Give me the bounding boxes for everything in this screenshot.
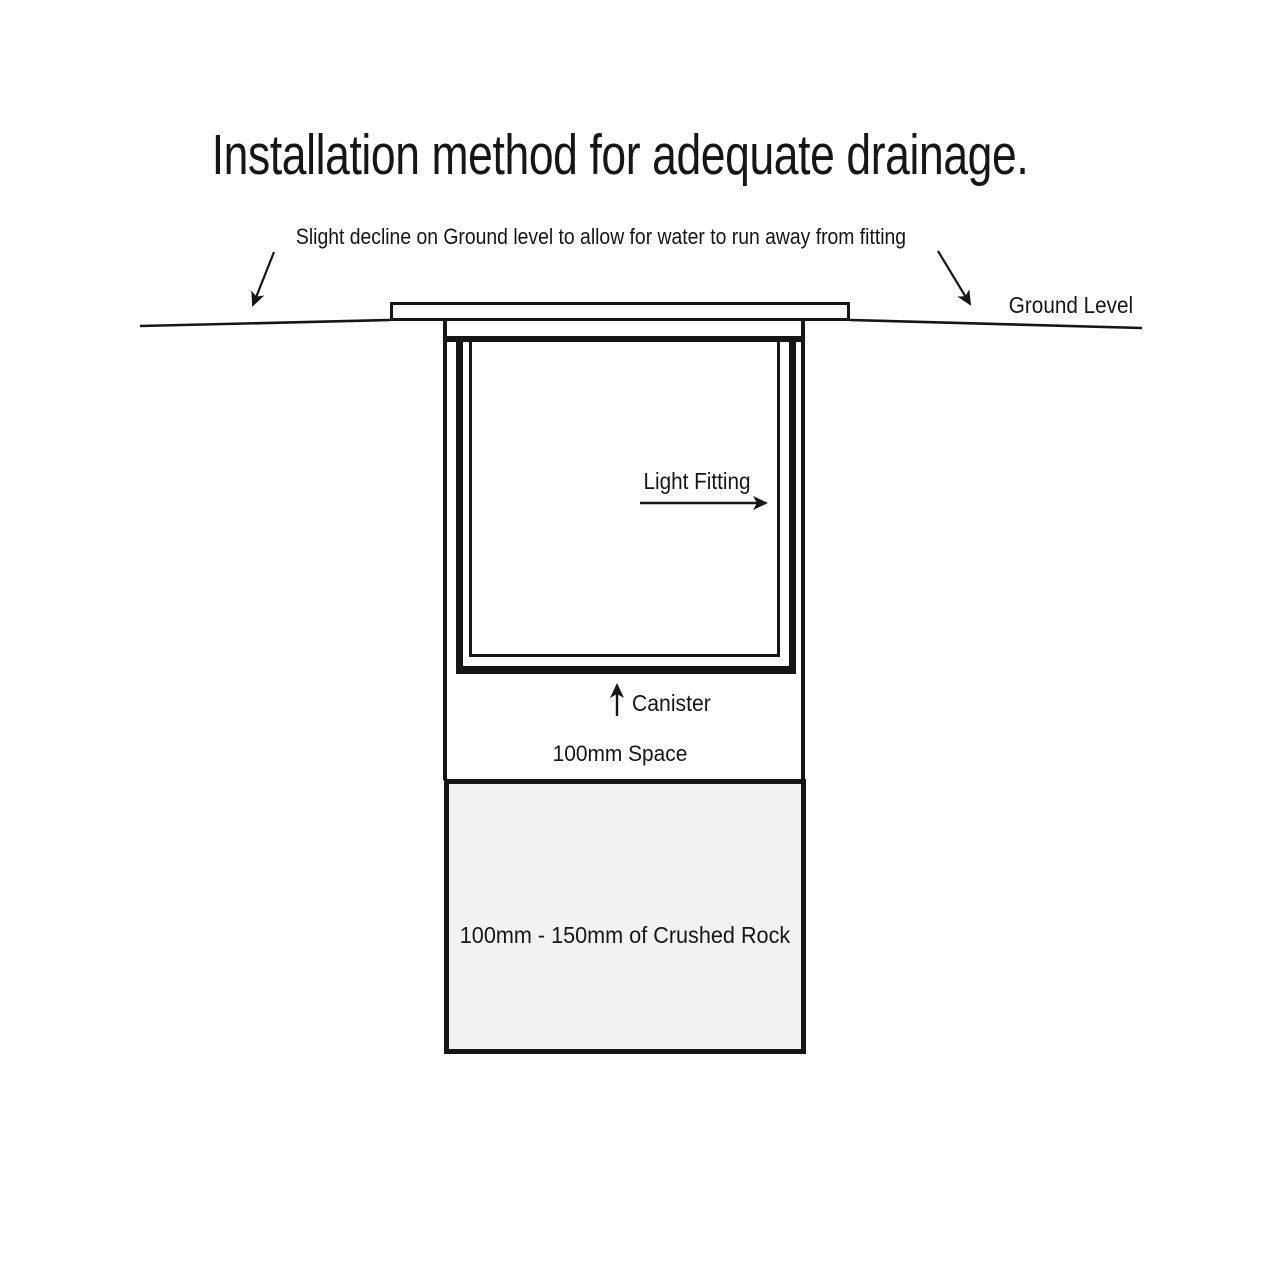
ground-level-label: Ground Level	[1008, 292, 1133, 318]
trim-flange-plate	[390, 302, 850, 321]
ground-line-left	[140, 320, 390, 326]
page-title: Installation method for adequate drainage.	[211, 123, 1029, 187]
crushed-rock-label: 100mm - 150mm of Crushed Rock	[459, 922, 791, 948]
decline-arrow-right	[938, 251, 970, 304]
light-fitting-box	[469, 342, 780, 657]
decline-annotation: Slight decline on Ground level to allow for water to run away from fitting	[295, 224, 907, 249]
light-fitting-label: Light Fitting	[643, 468, 751, 494]
crushed-rock-box	[444, 779, 806, 1054]
ground-line-right	[850, 320, 1142, 328]
canister-label: Canister	[632, 690, 711, 716]
space-label: 100mm Space	[552, 741, 688, 766]
decline-arrow-left	[253, 252, 274, 305]
